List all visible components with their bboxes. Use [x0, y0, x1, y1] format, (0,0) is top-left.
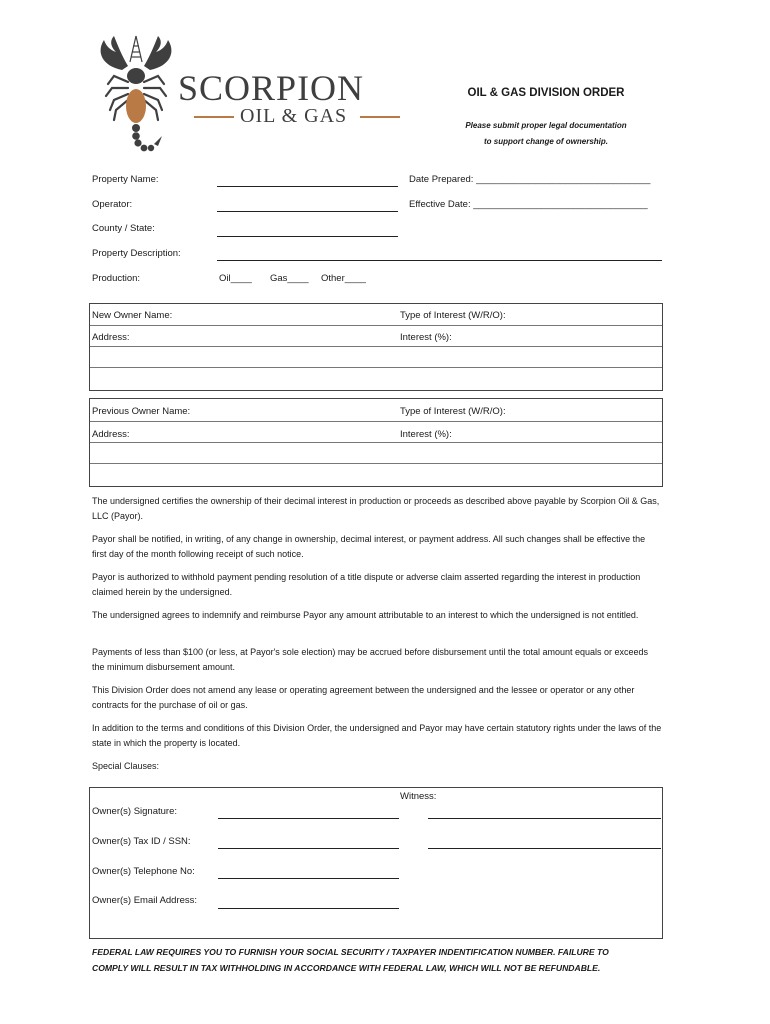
county-state-field[interactable]: [217, 222, 398, 237]
terms-paragraph-6: This Division Order does not amend any lease or operating agreement between the undersigned and the lessee or operator or any other contracts for the purchase of oil or gas.: [92, 685, 635, 710]
production-gas-option[interactable]: Gas____: [270, 273, 309, 284]
witness-signature-field[interactable]: [428, 804, 661, 819]
property-name-field[interactable]: [217, 172, 398, 187]
county-state-label: County / State:: [92, 223, 155, 234]
signature-box: [89, 787, 663, 939]
production-other-option[interactable]: Other____: [321, 273, 366, 284]
owner-email-field[interactable]: [218, 894, 399, 909]
logo-name: SCORPION: [178, 68, 365, 108]
row-divider: [90, 421, 662, 422]
owner-tax-id-label: Owner(s) Tax ID / SSN:: [92, 836, 191, 847]
previous-owner-name-label[interactable]: Previous Owner Name:: [92, 406, 191, 417]
oil-derrick-icon: [130, 36, 142, 62]
new-owner-interest-pct-label[interactable]: Interest (%):: [400, 332, 452, 343]
logo-rule-left: [194, 116, 234, 118]
owner-telephone-field[interactable]: [218, 864, 399, 879]
logo-subtitle: OIL & GAS: [240, 105, 348, 127]
row-divider: [90, 346, 662, 347]
new-owner-name-label[interactable]: New Owner Name:: [92, 310, 173, 321]
terms-paragraph-3: Payor is authorized to withhold payment pending resolution of a title dispute or adverse claim asserted regarding the interest in production claimed herein by the undersigned.: [92, 572, 641, 597]
terms-paragraph-5: Payments of less than $100 (or less, at Payor's sole election) may be accrued before disbursement until the total amount equals or exceeds the minimum disbursement amount.: [92, 647, 649, 672]
terms-paragraph-2: Payor shall be notified, in writing, of any change in ownership, decimal interest, or payment address. All such changes shall be effective the first day of the month following receipt of such notice.: [92, 534, 646, 559]
terms-paragraph-7: In addition to the terms and conditions of this Division Order, the undersigned and Payor may have certain statutory rights under the laws of the state in which the property is located.: [92, 723, 662, 748]
witness-label: Witness:: [400, 791, 437, 802]
terms-paragraph-1: The undersigned certifies the ownership of their decimal interest in production or proceeds as described above payable by Scorpion Oil & Gas, LLC (Payor).: [92, 496, 660, 521]
title-note-2: to support change of ownership.: [484, 137, 608, 146]
row-divider: [90, 367, 662, 368]
operator-field[interactable]: [217, 197, 398, 212]
company-logo: [92, 32, 402, 154]
logo-rule-right: [360, 116, 400, 118]
owner-tax-id-field[interactable]: [218, 834, 399, 849]
effective-date-label[interactable]: Effective Date: _________________________________: [409, 199, 648, 210]
federal-law-notice-1: FEDERAL LAW REQUIRES YOU TO FURNISH YOUR SOCIAL SECURITY / TAXPAYER INDENTIFICATION NUMBER. FAILURE TO: [92, 947, 609, 957]
witness-name-field[interactable]: [428, 834, 661, 849]
previous-owner-interest-type-label[interactable]: Type of Interest (W/R/O):: [400, 406, 506, 417]
operator-label: Operator:: [92, 199, 133, 210]
previous-owner-interest-pct-label[interactable]: Interest (%):: [400, 429, 452, 440]
terms-paragraph-4: The undersigned agrees to indemnify and reimburse Payor any amount attributable to an interest to which the undersigned is not entitled.: [92, 610, 639, 620]
production-oil-option[interactable]: Oil____: [219, 273, 252, 284]
production-label: Production:: [92, 273, 141, 284]
date-prepared-label[interactable]: Date Prepared: _________________________________: [409, 174, 651, 185]
owner-signature-label: Owner(s) Signature:: [92, 806, 178, 817]
owner-email-label: Owner(s) Email Address:: [92, 895, 198, 906]
owner-signature-field[interactable]: [218, 804, 399, 819]
title-note-1: Please submit proper legal documentation: [465, 121, 627, 130]
special-clauses-label: Special Clauses:: [92, 761, 160, 771]
previous-owner-address-label[interactable]: Address:: [92, 429, 130, 440]
scorpion-icon: [92, 32, 182, 154]
new-owner-box: [89, 303, 663, 391]
property-name-label: Property Name:: [92, 174, 159, 185]
new-owner-interest-type-label[interactable]: Type of Interest (W/R/O):: [400, 310, 506, 321]
new-owner-address-label[interactable]: Address:: [92, 332, 130, 343]
row-divider: [90, 325, 662, 326]
owner-telephone-label: Owner(s) Telephone No:: [92, 866, 195, 877]
row-divider: [90, 463, 662, 464]
property-description-field[interactable]: [217, 246, 662, 261]
page-title: OIL & GAS DIVISION ORDER: [467, 87, 625, 99]
property-description-label: Property Description:: [92, 248, 181, 259]
previous-owner-box: [89, 398, 663, 487]
row-divider: [90, 442, 662, 443]
federal-law-notice-2: COMPLY WILL RESULT IN TAX WITHHOLDING IN ACCORDANCE WITH FEDERAL LAW, WHICH WILL NOT BE REFUNDABLE.: [92, 963, 601, 973]
